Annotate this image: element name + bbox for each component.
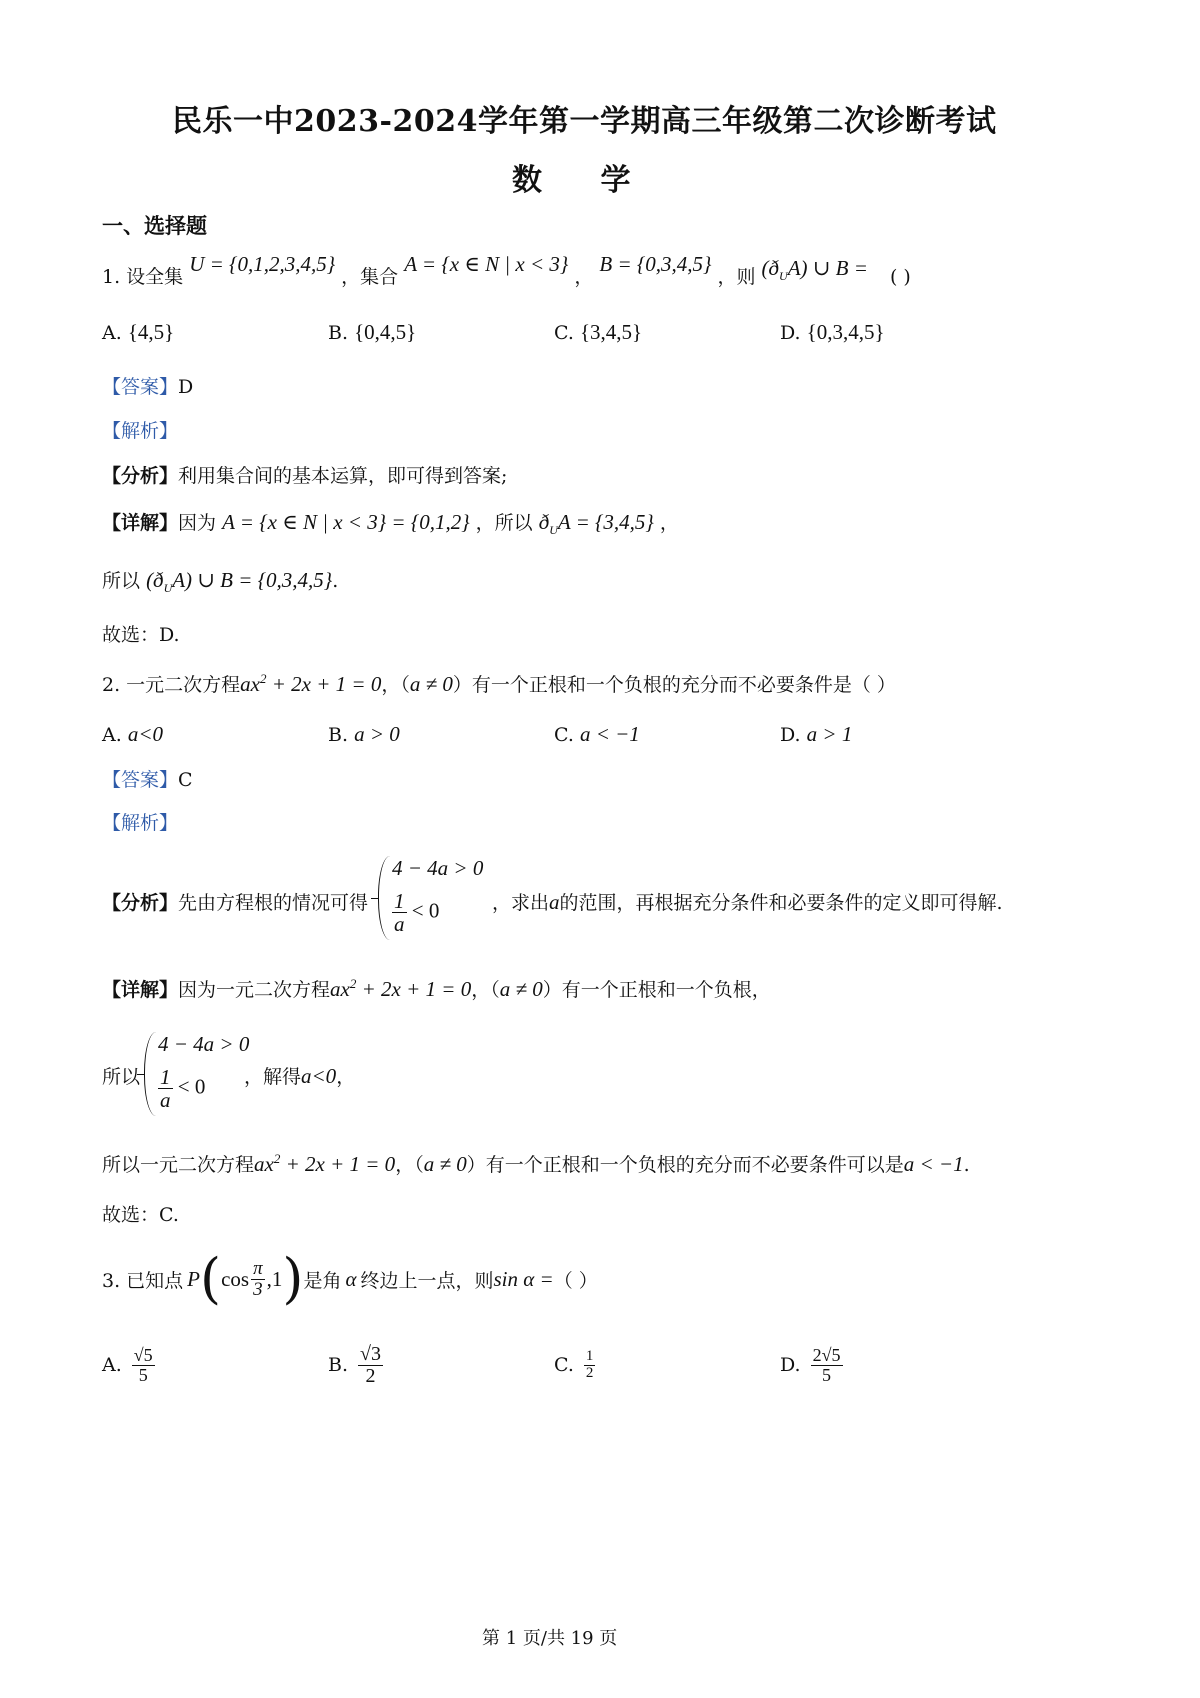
q2-option-c: C. a < −1 — [554, 722, 640, 746]
subject-title: 数 学 — [512, 163, 655, 198]
q1-answer: 【答案】D — [102, 376, 194, 398]
q3-option-b: B. $\frac{√3}{2}$ — [328, 1342, 381, 1387]
q2-analysis-tag: 【解析】 — [102, 812, 179, 834]
q1-number: 1. 设全集 — [102, 266, 184, 288]
q1-conclusion: 所以 $(ð_UA)$ ∪ B = {0,3,4,5}. — [102, 568, 339, 596]
q2-fenxi-label: 【分析】先由方程根的情况可得 — [102, 892, 369, 914]
q2-fenxi-tail: ，求出a的范围，再根据充分条件和必要条件的定义即可得解. — [492, 890, 1003, 914]
question-2-stem: 2. 一元二次方程$ax^2 + 2x + 1 = 0$，（a ≠ 0）有一个正根和一个负根的充分而不必要条件是（ ） — [102, 671, 896, 696]
q1-choice: 故选：D. — [102, 624, 180, 646]
q1-set-prefix: ，集合 — [341, 266, 399, 288]
q2-answer: 【答案】C — [102, 769, 193, 791]
q2-option-b: B. a > 0 — [328, 722, 400, 746]
q1-blank: ( ) — [889, 266, 911, 288]
q2-conclusion: 所以一元二次方程$ax^2 + 2x + 1 = 0$，（a ≠ 0）有一个正根和一个负根的充分而不必要条件可以是a < −1. — [102, 1151, 970, 1176]
page-title: 民乐一中2023-2024学年第一学期高三年级第二次诊断考试 — [172, 104, 997, 139]
q1-xiangjie: 【详解】因为 A = {x ∈ N | x < 3} = {0,1,2} ，所以 $ð_UA = \{3,4,5\}$ ， — [102, 510, 679, 538]
q1-set-a: A = {x ∈ N | x < 3} — [404, 252, 569, 276]
q3-option-a: A. $\frac{√5}{5}$ — [102, 1344, 153, 1385]
q2-option-d: D. a > 1 — [780, 722, 853, 746]
q1-expr: $(ð_UA)$ ∪ B = — [761, 256, 868, 284]
q1-set-b: B = {0,3,4,5} — [599, 252, 712, 276]
q1-option-b: B. {0,4,5} — [328, 320, 417, 344]
q1-then: ，则 — [717, 266, 756, 288]
q3-option-c: C. $\frac{1}{2}$ — [554, 1347, 594, 1381]
q2-fenxi-system: 4 − 4a > 0 $\frac{1}{a}$ < 0 — [378, 852, 488, 942]
q2-xiangjie: 【详解】因为一元二次方程$ax^2 + 2x + 1 = 0$，（a ≠ 0）有一个正根和一个负根， — [102, 976, 771, 1001]
q1-sep: ， — [574, 266, 594, 288]
question-1-stem — [102, 252, 911, 292]
q1-option-d: D. {0,3,4,5} — [780, 320, 885, 344]
q1-option-a: A. {4,5} — [102, 320, 175, 344]
q1-option-c: C. {3,4,5} — [554, 320, 643, 344]
q1-fenxi: 【分析】利用集合间的基本运算，即可得到答案; — [102, 465, 508, 487]
q1-analysis-tag: 【解析】 — [102, 420, 179, 442]
q3-option-d: D. $\frac{2√5}{5}$ — [780, 1344, 841, 1385]
q2-solve-system: 4 − 4a > 0 $\frac{1}{a}$ < 0 — [144, 1028, 254, 1118]
question-3-stem: 3. 已知点 P ( cos $\frac{\pi}{3}$ ,1 ) 是角 α 终边上一点，则 sin α = （ ） — [102, 1247, 598, 1310]
q1-universal-set: U = {0,1,2,3,4,5} — [189, 252, 336, 276]
q2-solve-result: ，解得a<0， — [244, 1064, 356, 1088]
q2-choice: 故选：C. — [102, 1204, 179, 1226]
q2-solve-label: 所以 — [102, 1066, 141, 1088]
q2-option-a: A. a<0 — [102, 722, 163, 746]
page-footer: 第 1 页/共 19 页 — [482, 1628, 618, 1649]
section-heading: 一、选择题 — [102, 213, 207, 238]
